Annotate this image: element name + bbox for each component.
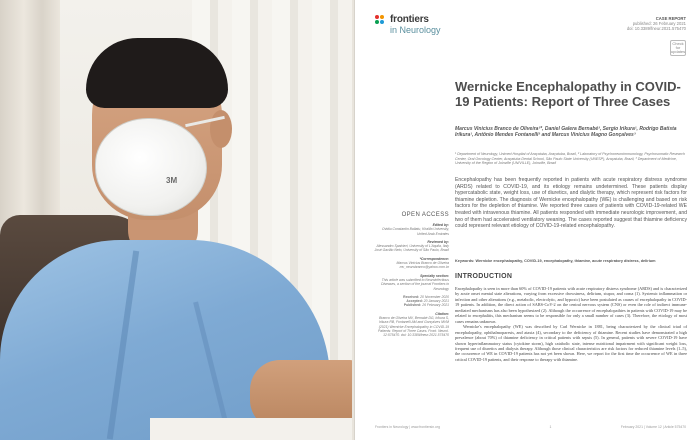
published-row	[373, 303, 449, 307]
affiliations: ¹ Department of Neurology, Unimed Hospital of Araçatuba, Araçatuba, Brazil, ² Laboratory of Psychoneuroimmunology, Psychosomatic Research Center, Oral Oncology Center, Araçatuba Dental School, São Paulo State University (UNESP), Araçatuba, Brazil, ³ Department of Medicine, University of the Region of Joinville (UNIVILLE), Joinville, Brazil	[455, 152, 685, 166]
person-hair	[86, 38, 228, 108]
mask-brand-label: 3M	[166, 176, 178, 185]
keywords-text: Wernicke encephalopathy, COVID-19, encephalopathy, thiamine, acute respiratory distress, delirium	[475, 259, 656, 263]
footer-issue: February 2021 | Volume 12 | Article 575470	[620, 425, 686, 429]
correspondence[interactable]: Marcus Vinicius Branco de Oliveira mv_neurobranco@yahoo.com.br	[396, 261, 449, 270]
article-info-sidebar	[373, 212, 449, 338]
section-heading: INTRODUCTION	[455, 273, 513, 280]
edited-by: Ovidiu Constantin Baltatu, Khalifa University, United Arab Emirates	[381, 227, 449, 236]
specialty: This article was submitted to Neuroinfectious Diseases, a section of the journal Frontiers in Neurology	[381, 277, 449, 291]
curtain-left	[0, 0, 60, 230]
journal-logo[interactable]	[375, 14, 441, 35]
introduction-body	[455, 286, 687, 362]
keywords-label: Keywords:	[455, 259, 475, 263]
author-list: Marcus Vinicius Branco de Oliveira¹*, Daniel Galera Bernabé², Sergio Irikura¹, Rodrigo Batista Irikura¹, Antônio Mendes Fontanelli² and Marcus Vinicius Magno Gonçalves³	[455, 126, 677, 139]
frontiers-logo-icon	[375, 15, 387, 27]
keywords	[455, 259, 687, 264]
article-doi[interactable]: doi: 10.3389/fneur.2021.575470	[626, 26, 686, 32]
abstract: Encephalopathy has been frequently reported in patients with acute respiratory distress syndrome (ARDS) related to COVID-19, and its etiology remains undetermined. These patients display hypercatabolic state, weight loss, use of diuretics, and dialytic therapy, which represent risk factors for thiamine depletion. The diagnosis of Wernicke encephalopathy (WE) is challenging and based on risk factors for the depletion of thiamine. We reported three cases of patients with COVID-19-related WE treated with intravenous thiamine. All patients responded with immediate neurologic improvement, and two of them had accelerated ventilatory weaning. The cases reported suggest that thiamine deficiency could represent relevant etiology of COVID-19-related encephalopathy.	[455, 177, 687, 230]
paragraph: Encephalopathy is seen in more than 60% of COVID-19 patients with acute respiratory distress syndrome (ARDS) and is characterized by acute onset mental state alterations, varying from excessive drowsiness, delirium, stupor, and coma (1). Systemic inflammation or infection and other alterations (e.g., metabolic, electrolytic, and hypoxic) have been postulated as causes of encephalopathy in COVID-19 patients. In addition, the direct action of SARS-CoV-2 on the central nervous system (CNS) or even the role of indirect immune-mediated mechanisms has also been hypothesized (2). Although the occurrence of encephalopathies in patients with COVID-19 may be related to encephalitis, this mechanism seems to be responsible for only a small number of cases (3). Therefore, the etiology of most cases remains unknown.	[455, 286, 687, 324]
published-date-sidebar: 26 February 2021	[422, 303, 449, 308]
article-page	[354, 0, 700, 440]
journal-name: frontiers	[390, 14, 429, 25]
article-title: Wernicke Encephalopathy in COVID-19 Patients: Report of Three Cases	[455, 79, 681, 109]
accepted-label: Accepted:	[406, 299, 423, 304]
check-updates-badge[interactable]: Check for updates	[670, 41, 686, 54]
page-footer	[375, 425, 686, 429]
received-date: 20 November 2020	[420, 294, 449, 299]
footer-journal[interactable]: Frontiers in Neurology | www.frontiersin.org	[375, 425, 440, 429]
edited-by-label: Edited by:	[432, 223, 449, 227]
journal-section: in Neurology	[390, 25, 441, 35]
correspondence-label: *Correspondence:	[419, 256, 449, 261]
paragraph: Wernicke's encephalopathy (WE) was described by Carl Wernicke in 1881, being characterized by the clinical triad of encephalopathy, ophthalmoparesis, and ataxia (4), secondary to the deficiency of thiamine. Recent studies have demonstrated a high prevalence (about 70%) of thiamine deficiency in critical patients with sepsis (5). In general, patients with severe COVID-19 have shown hyperinflammatory status (cytokine storm), high catabolic state, intense nutritional impairment with significant weight loss, frequent use of diuretics and dialysis therapy. Although those clinical characteristics are risk factors for reduced thiamine levels (1–5), the occurrence of WE in COVID-19 patients has not yet been shown. Here, we report for the first time the occurrence of WE in three critical COVID-19 patients, and their response to therapy with thiamine.	[455, 324, 687, 362]
accepted-date: 20 January 2021	[423, 299, 449, 304]
table-edge	[150, 418, 352, 440]
article-type: CASE REPORT	[655, 16, 686, 21]
published-label: Published:	[403, 303, 422, 308]
citation: Branco de Oliveira MV, Bernabé DG, Irikura S, Irikura RB, Fontanelli AM and Gonçalves MVM (2021) Wernicke Encephalopathy in COVID-19 Patients: Report of Three Cases. Front. Neurol. 12:575470. doi: 10.3389/fneur.2021.575470	[377, 316, 449, 338]
reviewed-by-label: Reviewed by:	[427, 239, 449, 244]
received-label: Received:	[403, 294, 420, 299]
citation-label: Citation:	[435, 311, 449, 316]
specialty-label: Specialty section:	[420, 273, 449, 278]
published-date: published: 26 February 2021	[632, 21, 686, 27]
open-access-label: OPEN ACCESS	[401, 212, 449, 218]
reviewed-by: Alessandro Spalvieri, University of L'Aquila, Italy José Gavião Neto, University of São Paulo, Brazil	[374, 244, 449, 253]
article-meta	[627, 16, 686, 32]
page-number: 1	[549, 425, 552, 429]
face-mask	[95, 118, 207, 216]
